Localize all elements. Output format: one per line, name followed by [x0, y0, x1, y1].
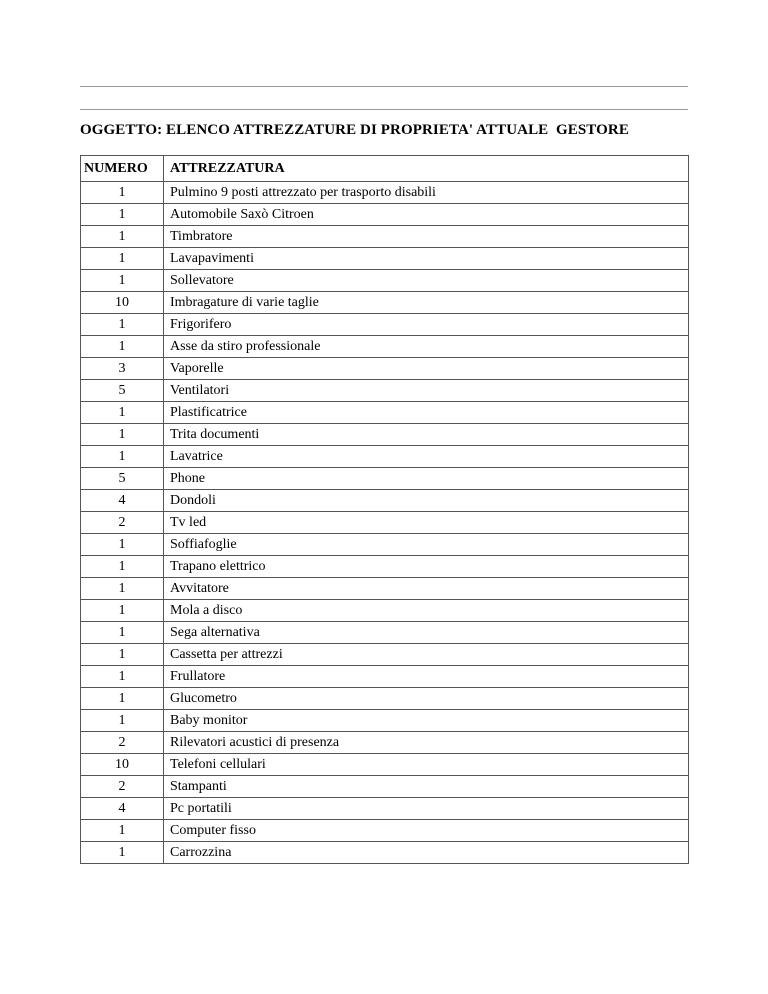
equipment-cell: Imbragature di varie taglie [164, 292, 689, 314]
header-numero: NUMERO [81, 156, 164, 182]
equipment-cell: Timbratore [164, 226, 689, 248]
quantity-cell: 1 [81, 534, 164, 556]
quantity-cell: 1 [81, 644, 164, 666]
equipment-cell: Computer fisso [164, 820, 689, 842]
equipment-cell: Pulmino 9 posti attrezzato per trasporto disabili [164, 182, 689, 204]
equipment-cell: Lavapavimenti [164, 248, 689, 270]
equipment-cell: Rilevatori acustici di presenza [164, 732, 689, 754]
table-row [81, 556, 689, 578]
table-row [81, 248, 689, 270]
table-row [81, 380, 689, 402]
quantity-cell: 4 [81, 490, 164, 512]
table-row [81, 204, 689, 226]
table-row [81, 732, 689, 754]
table-row [81, 578, 689, 600]
table-row [81, 402, 689, 424]
equipment-table [80, 155, 689, 864]
equipment-cell: Sega alternativa [164, 622, 689, 644]
header-attrezzatura: ATTREZZATURA [164, 156, 689, 182]
table-row [81, 182, 689, 204]
quantity-cell: 5 [81, 380, 164, 402]
quantity-cell: 1 [81, 578, 164, 600]
quantity-cell: 1 [81, 270, 164, 292]
quantity-cell: 1 [81, 820, 164, 842]
quantity-cell: 1 [81, 556, 164, 578]
table-row [81, 336, 689, 358]
table-row [81, 622, 689, 644]
quantity-cell: 1 [81, 710, 164, 732]
equipment-cell: Pc portatili [164, 798, 689, 820]
table-row [81, 314, 689, 336]
quantity-cell: 2 [81, 776, 164, 798]
table-row [81, 820, 689, 842]
equipment-cell: Phone [164, 468, 689, 490]
equipment-cell: Telefoni cellulari [164, 754, 689, 776]
equipment-cell: Glucometro [164, 688, 689, 710]
quantity-cell: 1 [81, 314, 164, 336]
table-row [81, 710, 689, 732]
equipment-cell: Automobile Saxò Citroen [164, 204, 689, 226]
equipment-cell: Ventilatori [164, 380, 689, 402]
table-row [81, 644, 689, 666]
table-row [81, 424, 689, 446]
quantity-cell: 1 [81, 182, 164, 204]
equipment-cell: Mola a disco [164, 600, 689, 622]
quantity-cell: 1 [81, 226, 164, 248]
table-row [81, 292, 689, 314]
table-row [81, 534, 689, 556]
table-row [81, 754, 689, 776]
table-row [81, 776, 689, 798]
table-row [81, 446, 689, 468]
equipment-cell: Dondoli [164, 490, 689, 512]
quantity-cell: 2 [81, 732, 164, 754]
equipment-cell: Frullatore [164, 666, 689, 688]
equipment-cell: Soffiafoglie [164, 534, 689, 556]
quantity-cell: 10 [81, 754, 164, 776]
table-row [81, 490, 689, 512]
quantity-cell: 1 [81, 248, 164, 270]
quantity-cell: 1 [81, 204, 164, 226]
second-divider [80, 109, 688, 110]
quantity-cell: 1 [81, 688, 164, 710]
equipment-cell: Lavatrice [164, 446, 689, 468]
equipment-cell: Carrozzina [164, 842, 689, 864]
equipment-cell: Stampanti [164, 776, 689, 798]
document-subject: OGGETTO: ELENCO ATTREZZATURE DI PROPRIETA' ATTUALE GESTORE [80, 122, 629, 138]
table-row [81, 358, 689, 380]
equipment-cell: Asse da stiro professionale [164, 336, 689, 358]
quantity-cell: 10 [81, 292, 164, 314]
table-row [81, 512, 689, 534]
table-row [81, 688, 689, 710]
quantity-cell: 2 [81, 512, 164, 534]
equipment-cell: Plastificatrice [164, 402, 689, 424]
table-row [81, 798, 689, 820]
quantity-cell: 1 [81, 622, 164, 644]
table-row [81, 270, 689, 292]
quantity-cell: 1 [81, 446, 164, 468]
equipment-cell: Cassetta per attrezzi [164, 644, 689, 666]
quantity-cell: 4 [81, 798, 164, 820]
equipment-cell: Baby monitor [164, 710, 689, 732]
equipment-cell: Frigorifero [164, 314, 689, 336]
table-row [81, 666, 689, 688]
quantity-cell: 1 [81, 842, 164, 864]
equipment-cell: Vaporelle [164, 358, 689, 380]
table-row [81, 468, 689, 490]
table-row [81, 842, 689, 864]
quantity-cell: 1 [81, 424, 164, 446]
top-divider [80, 86, 688, 87]
equipment-cell: Tv led [164, 512, 689, 534]
quantity-cell: 3 [81, 358, 164, 380]
equipment-cell: Sollevatore [164, 270, 689, 292]
equipment-cell: Trita documenti [164, 424, 689, 446]
quantity-cell: 1 [81, 600, 164, 622]
quantity-cell: 5 [81, 468, 164, 490]
equipment-cell: Avvitatore [164, 578, 689, 600]
table-header-row [81, 156, 689, 182]
table-row [81, 600, 689, 622]
quantity-cell: 1 [81, 666, 164, 688]
quantity-cell: 1 [81, 336, 164, 358]
quantity-cell: 1 [81, 402, 164, 424]
table-row [81, 226, 689, 248]
equipment-cell: Trapano elettrico [164, 556, 689, 578]
